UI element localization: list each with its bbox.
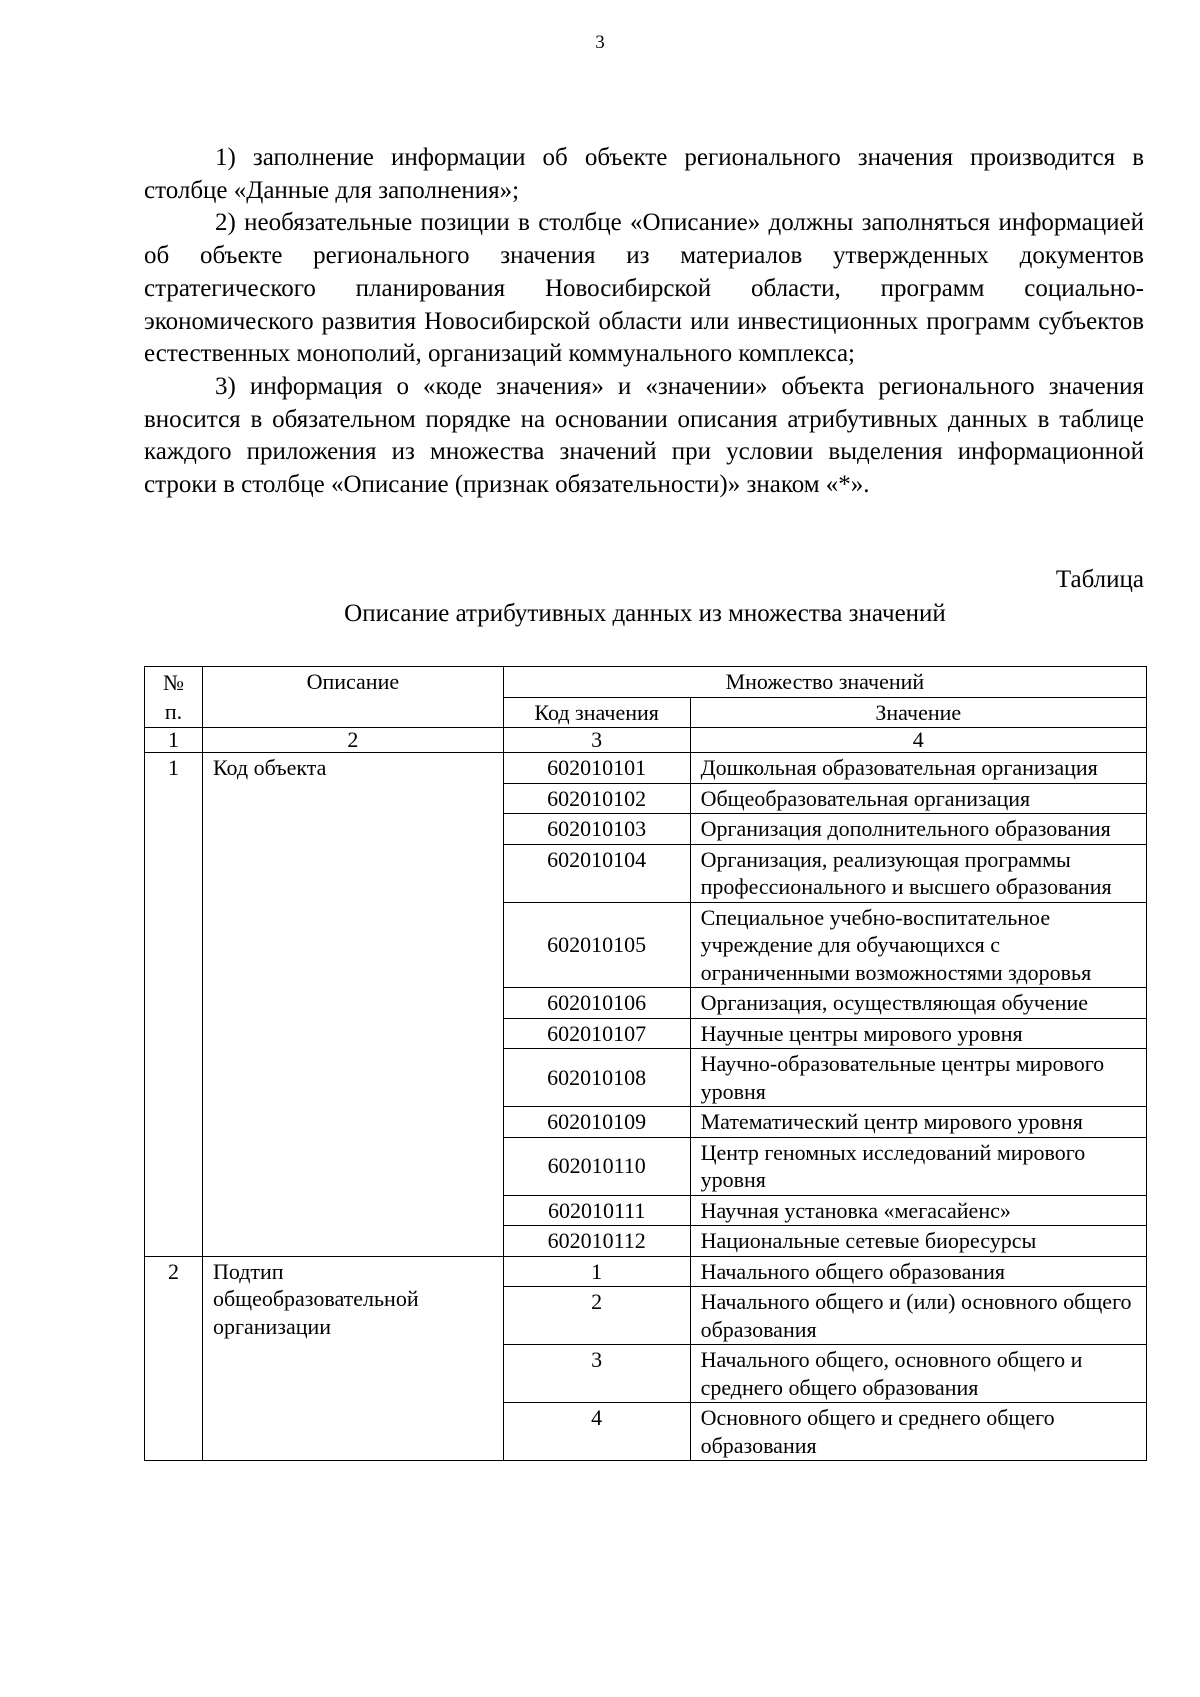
value-text: Организация дополнительного образования bbox=[690, 814, 1146, 845]
value-text: Начального общего и (или) основного общего образования bbox=[690, 1287, 1146, 1345]
value-code: 2 bbox=[503, 1287, 690, 1345]
value-text: Начального общего, основного общего и среднего общего образования bbox=[690, 1345, 1146, 1403]
value-code: 602010109 bbox=[503, 1107, 690, 1138]
header-num: № п. bbox=[145, 667, 203, 728]
value-code: 602010105 bbox=[503, 902, 690, 988]
value-code: 602010101 bbox=[503, 753, 690, 784]
table-row bbox=[145, 753, 1147, 784]
value-code: 602010108 bbox=[503, 1049, 690, 1107]
paragraph-3: 3) информация о «коде значения» и «значении» объекта регионального значения вносится в обязательном порядке на основании описания атрибутивных данных в таблице каждого приложения из множества значений при условии выделения информационной строки в столбце «Описание (признак обязательности)» знаком «*». bbox=[144, 372, 1144, 499]
value-text: Научная установка «мегасайенс» bbox=[690, 1195, 1146, 1226]
value-code: 602010111 bbox=[503, 1195, 690, 1226]
value-code: 602010110 bbox=[503, 1137, 690, 1195]
group-num: 2 bbox=[145, 1256, 203, 1461]
value-text: Научные центры мирового уровня bbox=[690, 1018, 1146, 1049]
value-text: Основного общего и среднего общего образования bbox=[690, 1403, 1146, 1461]
value-text: Общеобразовательная организация bbox=[690, 783, 1146, 814]
table-header-row bbox=[145, 667, 1147, 698]
attribute-table bbox=[144, 666, 1147, 1461]
paragraph-2: 2) необязательные позиции в столбце «Описание» должны заполняться информацией об объекте регионального значения из материалов утвержденных документов стратегического планирования Новосибирской области, программ социально-экономического развития Новосибирской области или инвестиционных программ субъектов естественных монополий, организаций коммунального комплекса; bbox=[144, 209, 1144, 368]
value-code: 602010112 bbox=[503, 1226, 690, 1257]
table-label: Таблица bbox=[1055, 566, 1144, 593]
group-num: 1 bbox=[145, 753, 203, 1257]
group-description: Код объекта bbox=[202, 753, 503, 1257]
value-code: 3 bbox=[503, 1345, 690, 1403]
column-number: 3 bbox=[503, 728, 690, 753]
column-number: 4 bbox=[690, 728, 1146, 753]
table-row bbox=[145, 1256, 1147, 1287]
value-text: Математический центр мирового уровня bbox=[690, 1107, 1146, 1138]
value-text: Организация, реализующая программы профессионального и высшего образования bbox=[690, 844, 1146, 902]
body-text bbox=[144, 142, 1144, 502]
header-value-set: Множество значений bbox=[503, 667, 1146, 698]
header-code: Код значения bbox=[503, 697, 690, 728]
value-code: 4 bbox=[503, 1403, 690, 1461]
value-text: Организация, осуществляющая обучение bbox=[690, 988, 1146, 1019]
group-description: Подтип общеобразовательной организации bbox=[202, 1256, 503, 1461]
value-text: Центр геномных исследований мирового уровня bbox=[690, 1137, 1146, 1195]
value-text: Начального общего образования bbox=[690, 1256, 1146, 1287]
page-number: 3 bbox=[595, 32, 605, 53]
column-number: 2 bbox=[202, 728, 503, 753]
value-code: 602010104 bbox=[503, 844, 690, 902]
value-code: 1 bbox=[503, 1256, 690, 1287]
value-code: 602010102 bbox=[503, 783, 690, 814]
header-value: Значение bbox=[690, 697, 1146, 728]
value-code: 602010106 bbox=[503, 988, 690, 1019]
value-text: Национальные сетевые биоресурсы bbox=[690, 1226, 1146, 1257]
value-code: 602010103 bbox=[503, 814, 690, 845]
value-text: Научно-образовательные центры мирового уровня bbox=[690, 1049, 1146, 1107]
column-number-row bbox=[145, 728, 1147, 753]
header-description: Описание bbox=[202, 667, 503, 728]
column-number: 1 bbox=[145, 728, 203, 753]
value-text: Специальное учебно-воспитательное учреждение для обучающихся с ограниченными возможностями здоровья bbox=[690, 902, 1146, 988]
table-title: Описание атрибутивных данных из множества значений bbox=[344, 600, 946, 627]
value-text: Дошкольная образовательная организация bbox=[690, 753, 1146, 784]
value-code: 602010107 bbox=[503, 1018, 690, 1049]
paragraph-1: 1) заполнение информации об объекте регионального значения производится в столбце «Данные для заполнения»; bbox=[144, 144, 1144, 204]
